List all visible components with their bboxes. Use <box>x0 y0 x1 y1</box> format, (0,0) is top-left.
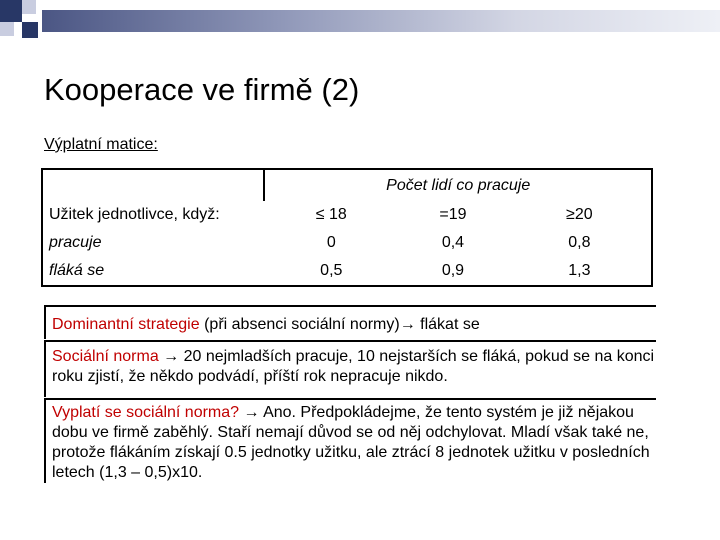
table-cell: 1,3 <box>508 257 652 286</box>
social-norm-paragraph <box>44 340 656 397</box>
paragraph-text: (při absenci sociální normy)→ flákat se <box>199 316 480 333</box>
column-header: ≤ 18 <box>315 206 347 223</box>
table-cell: 0 <box>326 234 336 251</box>
paragraph-highlight: Sociální norma <box>52 348 159 365</box>
table-row <box>42 201 652 229</box>
table-cell: 0,8 <box>508 229 652 257</box>
paragraph-highlight: Dominantní strategie <box>52 316 200 333</box>
slide-title: Kooperace ve firmě (2) <box>44 72 360 107</box>
row-header: Užitek jednotlivce, když: <box>42 201 264 229</box>
column-header: ≥20 <box>508 201 652 229</box>
dominant-strategy-paragraph <box>44 305 656 339</box>
paragraph-highlight: Vyplatí se sociální norma? <box>52 404 240 421</box>
deco-square-light <box>0 22 14 36</box>
deco-square-light <box>22 0 36 14</box>
norm-payoff-paragraph <box>44 398 656 483</box>
group-header: Počet lidí co pracuje <box>264 169 652 201</box>
header-gradient-bar <box>42 10 720 32</box>
table-cell: 0,4 <box>441 234 465 251</box>
row-label: fláká se <box>42 257 264 286</box>
row-label: pracuje <box>42 229 264 257</box>
paragraph-text: → 20 nejmladších pracuje, 10 nejstarších se fláká, pokud se na konci roku zjistí, že někdo podvádí, příští rok nepracuje nikdo. <box>52 348 655 385</box>
header-empty-cell <box>42 169 264 201</box>
table-cell: 0,9 <box>398 257 508 286</box>
deco-square-dark <box>0 0 22 22</box>
slide-subtitle: Výplatní matice: <box>44 136 158 153</box>
table-header-row <box>42 169 652 201</box>
table-cell: 0,5 <box>264 257 398 286</box>
paragraph-text: → Ano. Předpokládejme, že tento systém je již nějakou dobu ve firmě zaběhlý. Staří nemají důvod se od něj odchylovat. Mladí však také ne, protože flákáním získají 0.5 jednotky užitku, ale ztrácí 8 jednotek užitku v posledních letech (1,3 – 0,5)x10. <box>52 404 650 481</box>
deco-square-dark <box>22 22 38 38</box>
payoff-matrix <box>41 168 653 287</box>
table-row <box>42 257 652 286</box>
table-row <box>42 229 652 257</box>
column-header: =19 <box>439 206 467 223</box>
